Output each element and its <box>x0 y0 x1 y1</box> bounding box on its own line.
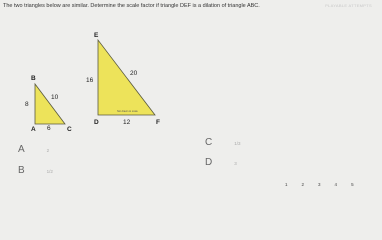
not-to-scale-note: Not drawn to scale <box>117 110 138 113</box>
side-bc-label: 10 <box>51 94 59 101</box>
vertex-f-label: F <box>156 119 160 126</box>
choice-d-value: 3 <box>234 161 237 166</box>
page-4[interactable]: 4 <box>334 182 338 187</box>
choice-c[interactable] <box>205 137 241 148</box>
choice-d[interactable] <box>205 157 237 168</box>
choice-a-letter: A <box>18 144 25 155</box>
vertex-c-label: C <box>67 126 72 133</box>
choice-c-letter: C <box>205 137 213 148</box>
choice-b[interactable] <box>18 165 53 176</box>
vertex-b-label: B <box>31 75 36 82</box>
pagination <box>285 182 354 187</box>
side-de-label: 16 <box>86 77 94 84</box>
vertex-d-label: D <box>94 119 99 126</box>
choice-a-value: 2 <box>46 148 50 153</box>
choice-d-letter: D <box>205 157 213 168</box>
side-ac-label: 6 <box>47 125 51 132</box>
choice-b-letter: B <box>18 165 25 176</box>
page-1[interactable]: 1 <box>285 182 288 187</box>
question-prompt: The two triangles below are similar. Determine the scale factor if triangle DEF is a dilation of triangle ABC. <box>3 3 260 9</box>
choice-a[interactable] <box>18 144 49 155</box>
page-3[interactable]: 3 <box>318 182 321 187</box>
triangle-def <box>98 40 155 115</box>
page-2[interactable]: 2 <box>301 182 305 187</box>
choice-b-value: 1/2 <box>46 169 53 174</box>
triangle-abc <box>35 84 65 124</box>
vertex-a-label: A <box>31 126 36 133</box>
attempts-label: PLAYABLE ATTEMPTS <box>325 3 372 8</box>
vertex-e-label: E <box>94 32 99 39</box>
choice-c-value: 1/3 <box>234 141 241 146</box>
side-ab-label: 8 <box>25 101 29 108</box>
page-5[interactable]: 5 <box>351 182 354 187</box>
side-ef-label: 20 <box>130 70 138 77</box>
side-df-label: 12 <box>123 119 131 126</box>
